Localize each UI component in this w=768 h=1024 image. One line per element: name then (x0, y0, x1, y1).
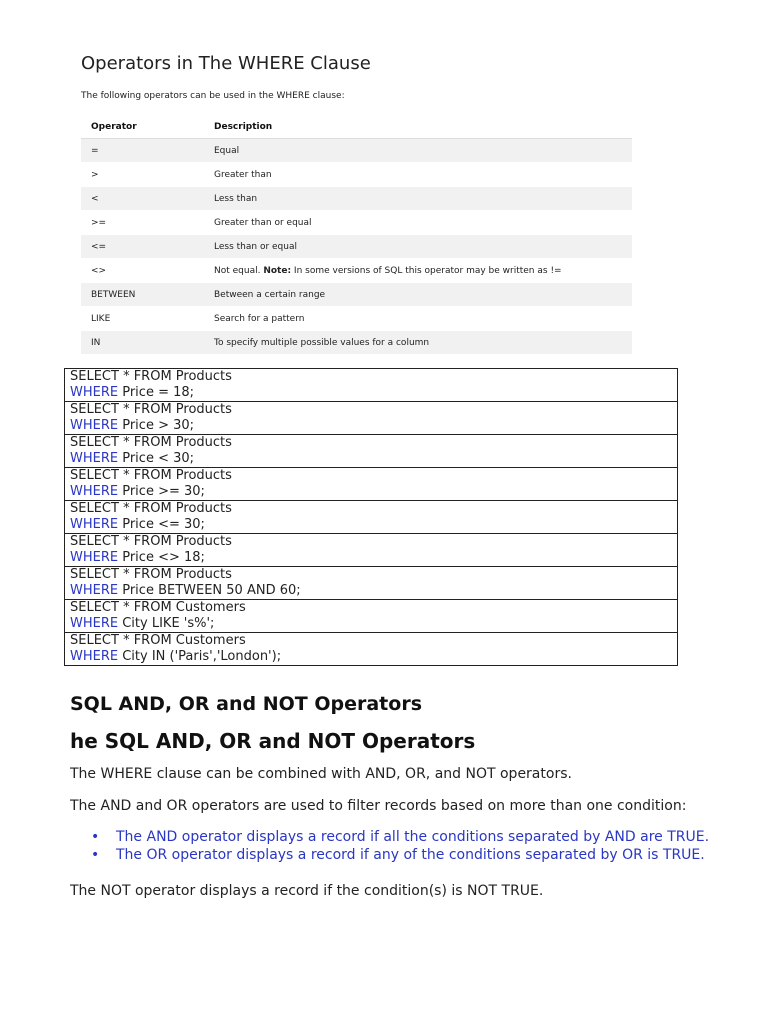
description-note-text: In some versions of SQL this operator may be written as != (291, 265, 562, 276)
table-row (81, 187, 632, 211)
bullet-text: The AND operator displays a record if all the conditions separated by AND are TRUE. (116, 829, 710, 845)
table-row (81, 283, 632, 307)
sql-example-row (65, 600, 677, 633)
sql-select-line: SELECT * FROM Products (70, 435, 232, 450)
operator-cell: < (81, 187, 204, 211)
description-cell: Equal (204, 139, 632, 163)
note-label: Note: (263, 265, 292, 276)
list-item (91, 829, 736, 846)
table-header-row (81, 115, 632, 139)
operator-cell: IN (81, 331, 204, 355)
description-cell: Less than or equal (204, 235, 632, 259)
sql-select-line: SELECT * FROM Products (70, 567, 232, 582)
where-condition: City IN ('Paris','London'); (118, 649, 282, 664)
table-row (81, 307, 632, 331)
sql-examples-table (64, 368, 678, 666)
description-cell: Between a certain range (204, 283, 632, 307)
sql-example-row (65, 501, 677, 534)
sql-where-line (70, 451, 677, 467)
sql-select-line: SELECT * FROM Customers (70, 600, 246, 615)
table-row (81, 235, 632, 259)
sql-where-line (70, 418, 677, 434)
where-keyword: WHERE (70, 517, 119, 532)
sql-example-row (65, 402, 677, 435)
operators-section (81, 52, 632, 355)
sql-example-row (65, 633, 677, 665)
page-heading: he SQL AND, OR and NOT Operators (70, 729, 476, 753)
operator-cell: = (81, 139, 204, 163)
sql-where-line (70, 550, 677, 566)
where-condition: Price <= 30; (118, 517, 205, 532)
description-cell: Greater than or equal (204, 211, 632, 235)
list-item (91, 847, 736, 864)
sql-example-row (65, 435, 677, 468)
operators-title: Operators in The WHERE Clause (81, 53, 371, 74)
where-keyword: WHERE (70, 451, 119, 466)
where-keyword: WHERE (70, 616, 119, 631)
where-condition: Price > 30; (118, 418, 195, 433)
header-description: Description (204, 115, 632, 139)
paragraph-and-or: The AND and OR operators are used to filter records based on more than one condition: (70, 798, 687, 814)
sql-select-line: SELECT * FROM Products (70, 468, 232, 483)
sql-where-line (70, 484, 677, 500)
paragraph-not: The NOT operator displays a record if the condition(s) is NOT TRUE. (70, 883, 544, 899)
sql-where-line (70, 583, 677, 599)
bullet-text: The OR operator displays a record if any of the conditions separated by OR is TRUE. (116, 847, 705, 863)
where-condition: Price <> 18; (118, 550, 205, 565)
bullet-icon: • (91, 847, 100, 863)
where-condition: Price < 30; (118, 451, 195, 466)
table-row (81, 163, 632, 187)
description-cell: Search for a pattern (204, 307, 632, 331)
where-keyword: WHERE (70, 385, 119, 400)
sql-select-line: SELECT * FROM Customers (70, 633, 246, 648)
description-cell: Greater than (204, 163, 632, 187)
operator-cell: LIKE (81, 307, 204, 331)
operator-cell: <= (81, 235, 204, 259)
paragraph-where-combined: The WHERE clause can be combined with AND, OR, and NOT operators. (70, 766, 572, 782)
where-keyword: WHERE (70, 484, 119, 499)
table-row (81, 331, 632, 355)
table-row (81, 139, 632, 163)
sql-example-row (65, 567, 677, 600)
operator-cell: BETWEEN (81, 283, 204, 307)
where-keyword: WHERE (70, 550, 119, 565)
table-row (81, 259, 632, 283)
where-condition: Price BETWEEN 50 AND 60; (118, 583, 301, 598)
sql-where-line (70, 616, 677, 632)
sql-example-row (65, 369, 677, 402)
description-cell (204, 259, 632, 283)
sql-where-line (70, 517, 677, 533)
header-operator: Operator (81, 115, 204, 139)
sql-select-line: SELECT * FROM Products (70, 501, 232, 516)
sql-example-row (65, 468, 677, 501)
sql-select-line: SELECT * FROM Products (70, 369, 232, 384)
sql-example-row (65, 534, 677, 567)
section-heading: SQL AND, OR and NOT Operators (70, 693, 423, 715)
description-cell: Less than (204, 187, 632, 211)
operator-cell: <> (81, 259, 204, 283)
bullet-icon: • (91, 829, 100, 845)
where-condition: Price >= 30; (118, 484, 205, 499)
where-condition: City LIKE 's%'; (118, 616, 215, 631)
sql-select-line: SELECT * FROM Products (70, 402, 232, 417)
operators-table (81, 115, 632, 355)
operator-bullet-list (70, 829, 760, 864)
and-or-not-section (70, 690, 760, 900)
where-condition: Price = 18; (118, 385, 195, 400)
description-cell: To specify multiple possible values for a column (204, 331, 632, 355)
where-keyword: WHERE (70, 649, 119, 664)
description-text: Not equal. (214, 265, 264, 276)
where-keyword: WHERE (70, 583, 119, 598)
where-keyword: WHERE (70, 418, 119, 433)
sql-where-line (70, 649, 677, 665)
operator-cell: >= (81, 211, 204, 235)
sql-select-line: SELECT * FROM Products (70, 534, 232, 549)
operator-cell: > (81, 163, 204, 187)
table-row (81, 211, 632, 235)
operators-intro: The following operators can be used in the WHERE clause: (81, 91, 345, 101)
sql-where-line (70, 385, 677, 401)
